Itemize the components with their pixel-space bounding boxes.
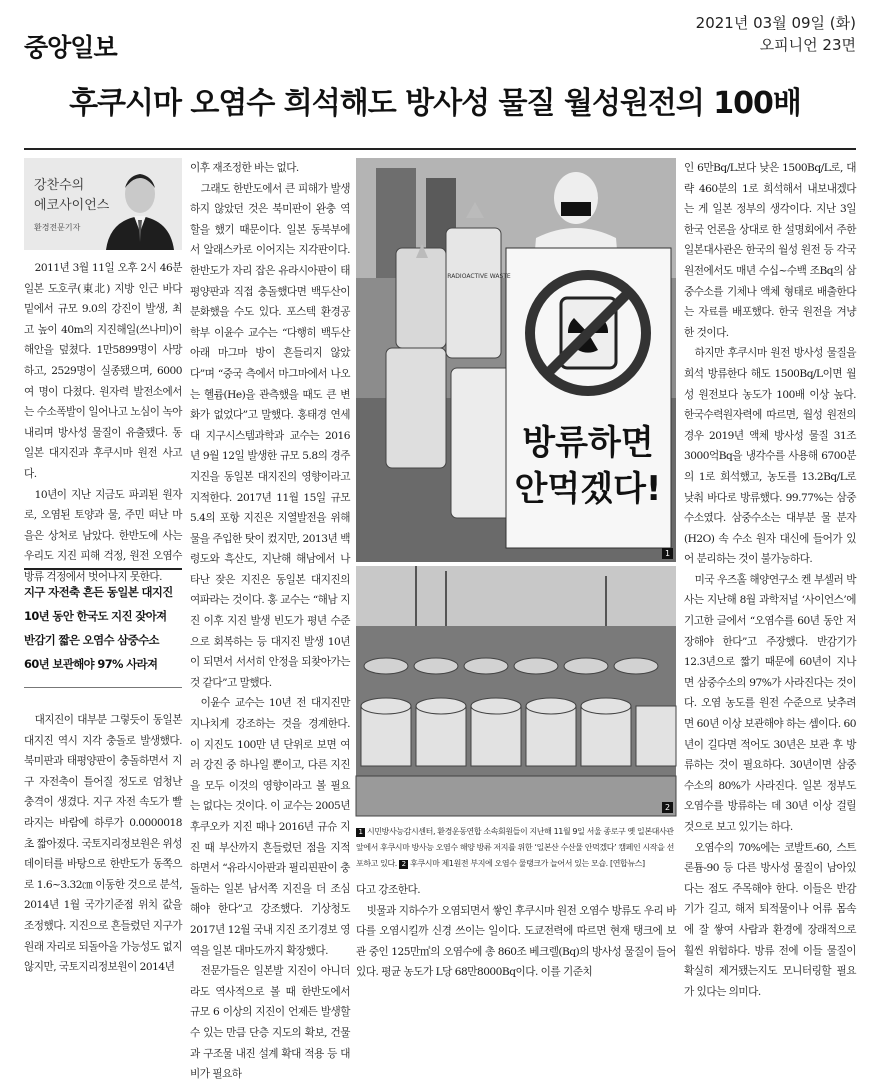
pull-quote — [24, 568, 182, 688]
newspaper-masthead: 중앙일보 — [24, 33, 117, 62]
body-column-4 — [684, 158, 856, 998]
body-column-2 — [190, 158, 350, 1081]
paragraph: 오염수의 70%에는 코발트-60, 스트론튬-90 등 다른 방사성 물질이 남아있다는 점도 주목해야 한다. 이들은 반감기가 길고, 해저 퇴적물이나 어류 몸속에 잘 쌓여 사람과 환경에 장래적으로 훨씬 위험하다. 방류 전에 이들 물질이 확실히 제거됐는지도 모니터링할 필요가 있다는 의미다. — [684, 841, 856, 998]
paragraph: 전문가들은 일본발 지진이 아니더라도 역사적으로 볼 때 한반도에서 규모 6 이상의 지진이 언제든 발생할 수 있는 만큼 단층 지도의 확보, 건물과 구조물 내진 설계 확대 적용 등 대비가 필요하 — [190, 965, 350, 1081]
writer-role: 환경전문기자 — [34, 223, 81, 232]
caption-number: 1 — [356, 828, 365, 837]
paragraph: 이후 재조정한 바는 없다. — [190, 162, 299, 174]
caption-text: 후쿠시마 제1원전 부지에 오염수 물탱크가 늘어서 있는 모습. — [410, 859, 608, 868]
photo-credit: [연합뉴스] — [609, 859, 645, 868]
photo-caption — [356, 824, 676, 872]
pull-quote-line: 반감기 짧은 오염수 삼중수소 — [24, 633, 159, 647]
paragraph: 하지만 후쿠시마 원전 방사성 물질을 희석 방류한다 해도 1500Bq/L이면 월성 원전보다 농도가 100배 이상 높다. 한국수력원자력에 따르면, 월성 원전의 경우 2019년 액체 방사성 물질 31조3000억Bq을 냉각수를 사용해 6700분의 1로 희석했고, 농도를 13.2Bq/L로 낮춰 바다로 방류했다. 99.77%는 삼중수소였다. 삼중수소는 대부분 물 분자(H2O) 속 수소 원자 대신에 들어가 있어 분리하는 것이 불가능하다. — [684, 347, 856, 566]
body-column-1a — [24, 258, 182, 583]
paragraph: 인 6만Bq/L보다 낮은 1500Bq/L로, 대략 460분의 1로 희석해서 내보내겠다는 게 일본 정부의 생각이다. 지난 3일 한국 언론을 상대로 한 설명회에서 주한 일본대사관은 한국의 월성 원전 등 각국 원전에서도 매년 수십~수백 조Bq의 삼중수소를 기체나 액체 형태로 배출한다는 자료를 배포했다. 한국 원전을 겨냥한 것이다. — [684, 162, 856, 339]
paragraph: 빗물과 지하수가 오염되면서 쌓인 후쿠시마 원전 오염수 방류도 우리 바다를 오염시킬까 신경 쓰이는 일이다. 도쿄전력에 따르면 현재 탱크에 보관 중인 125만㎥의 오염수에 총 860조 베크렐(Bq)의 방사성 물질이 들어있다. 평균 농도가 L당 68만8000Bq이다. 이를 기준치 — [356, 904, 676, 979]
section-page: 오피니언 23면 — [759, 36, 856, 54]
column-author: 강찬수의 — [34, 178, 85, 193]
column-series — [34, 176, 109, 216]
photo-number: 1 — [662, 548, 673, 559]
author-avatar — [102, 162, 178, 250]
pull-quote-line: 지구 자전축 흔든 동일본 대지진 — [24, 585, 173, 599]
paragraph: 미국 우즈홀 해양연구소 켄 부셀러 박사는 지난해 8월 과학저널 ‘사이언스’에 기고한 글에서 “오염수를 60년 동안 저장해야 한다”고 주장했다. 반감기가 12.3년으로 짧기 때문에 60년이 지나면 삼중수소의 97%가 사라진다는 것이다. 오염 농도를 원전 수준으로 낮추려면 60년 이상 보관해야 하는 셈이다. 60년이 길다면 적어도 30년은 보관 후 방류하는 것이 필요하다. 30년이면 삼중수소의 80%가 사라진다. 일본 정부도 오염수를 방류하는 데 30년 이상 걸릴 것으로 보고 있기는 하다. — [684, 573, 856, 833]
paragraph: 이윤수 교수는 10년 전 대지진만 지나치게 강조하는 것을 경계한다. 이 지진도 100만 년 단위로 보면 여러 강진 중 하나일 뿐이고, 다른 지진을 모두 이것의 영향이라고 볼 필요는 없다는 것이다. 이 교수는 2005년 후쿠오카 지진 때나 2016년 규슈 지진 때 부산까지 흔들렸던 점을 지적하면서 “유라시아판과 필리핀판이 충돌하는 일본 남서쪽 지진을 더 조심해야 한다”고 강조했다. 기상청도 2017년 12월 국내 지진 조기경보 영역을 일본 대마도까지 확장했다. — [190, 697, 350, 957]
caption-number: 2 — [399, 860, 408, 869]
headline-rule — [24, 148, 856, 150]
paragraph: 2011년 3월 11일 오후 2시 46분 일본 도호쿠(東北) 지방 인근 바다 밑에서 규모 9.0의 강진이 발생, 최고 높이 40m의 지진해일(쓰나미)이 해안을 덮쳤다. 1만5899명이 사망하고, 2529명이 실종됐으며, 6000여 명이 다쳤다. 원자력 발전소에서는 수소폭발이 일어나고 노심이 녹아내리며 방사성 물질이 유출됐다. 동일본 대지진과 후쿠시마 원전 사고다. — [24, 262, 182, 480]
publish-date: 2021년 03월 09일 (화) — [695, 14, 856, 32]
pull-quote-line: 10년 동안 한국도 지진 잦아져 — [24, 609, 167, 623]
column-name: 에코사이언스 — [34, 198, 110, 213]
caption-text: 시민방사능감시센터, 환경운동연합 소속회원들이 지난해 11월 9일 서울 종로구 옛 일본대사관 앞에서 후쿠시마 방사능 오염수 해양 방류 저지를 위한 ‘일본산 수산물 안먹겠다’ 캠페인 시작을 선포하고 있다. — [356, 827, 674, 868]
pull-quote-line: 60년 보관해야 97% 사라져 — [24, 657, 158, 671]
paragraph: 10년이 지난 지금도 파괴된 원자로, 오염된 토양과 물, 주민 떠난 마을은 상처로 남았다. 한반도에 사는 우리도 지진 피해 걱정, 원전 오염수 방류 걱정에서 벗어나지 못한다. — [24, 488, 182, 583]
sign-main-text: 방류하면 — [522, 423, 654, 463]
paragraph: 그래도 한반도에서 큰 피해가 발생하지 않았던 것은 북미판이 완충 역할을 했기 때문이다. 일본 동북부에서 알래스카로 이어지는 지각판이다. 한반도가 자리 잡은 유라시아판이 태평양판과 직접 충돌했다면 백두산이 분화했을 수도 있다. 포스텍 환경공학부 이윤수 교수는 “다행히 백두산 아래 마그마 방이 흔들리지 않았다”며 “중국 측에서 마그마에서 나오는 헬륨(He)을 관측했을 때도 큰 변화가 없었다”고 말했다. 홍태경 연세대 지구시스템과학과 교수는 2016년 9월 12일 발생한 규모 5.8의 경주 지진을 동일본 대지진의 영향이라고 지적한다. 2017년 11월 15일 규모 5.4의 포항 지진은 지열발전을 위해 물을 주입한 탓이 컸지만, 2013년 백령도와 흑산도, 지난해 해남에서 나타난 잦은 지진은 동일본 대지진의 여파라는 것이다. 홍 교수는 “해남 지진 이후 지진 발생 빈도가 평년 수준으로 회복하는 등 대지진 발생 10년이 되면서 서서히 안정을 되찾아가는 것 같다”고 말했다. — [190, 182, 350, 689]
paragraph: 다고 강조한다. — [356, 884, 421, 896]
drum-label: RADIOACTIVE WASTE — [447, 273, 511, 280]
protest-photo — [356, 158, 676, 562]
article-headline: 후쿠시마 오염수 희석해도 방사성 물질 월성원전의 100배 — [69, 86, 801, 121]
paragraph: 대지진이 대부분 그렇듯이 동일본 대지진 역시 지각 충돌로 발생했다. 북미판과 태평양판이 충돌하면서 지구 자전축이 틀어질 정도로 엄청난 충격이 생겼다. 지구 자전 속도가 빨라지는 바람에 하루가 0.0000018초 짧아졌다. 국토지리정보원은 위성 데이터를 바탕으로 한반도가 동쪽으로 1.6~3.32㎝ 이동한 것으로 분석, 2014년 1월 국가기준점 위치 값을 조정했다. 지진으로 흔들렸던 지구가 원래 자리로 되돌아올 가능성도 없지 않지만, 국토지리정보원이 2014년 — [24, 714, 182, 974]
tanks-photo — [356, 566, 676, 816]
photo-number: 2 — [662, 802, 673, 813]
sign-sub-text: 안먹겠다! — [514, 469, 662, 509]
body-column-3 — [356, 880, 676, 980]
body-column-1b — [24, 710, 182, 974]
column-profile — [24, 158, 182, 250]
dateline — [696, 12, 856, 56]
